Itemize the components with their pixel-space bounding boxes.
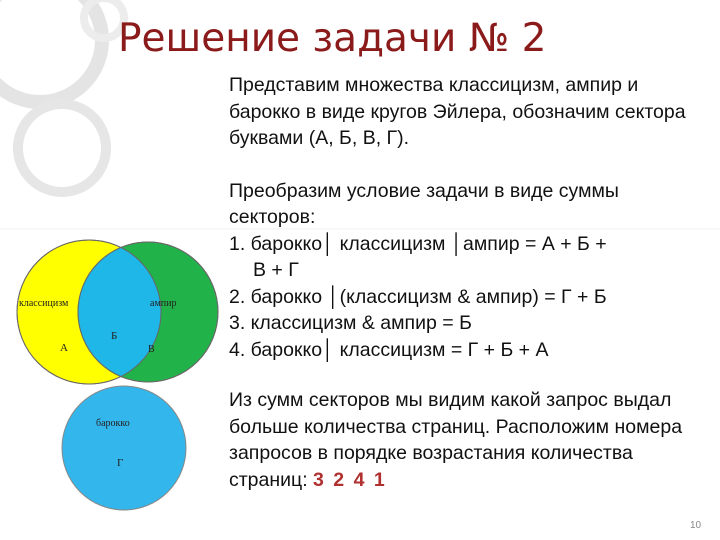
conditions-intro: Преобразим условие задачи в виде суммы секторов: [229,179,619,228]
condition-item-3: 3. классицизм & ампир = Б [229,312,472,334]
paragraph-conclusion [229,387,701,493]
page-title: Решение задачи № 2 [118,16,547,61]
circle-baroque [62,386,186,510]
sector-v-label: В [148,344,155,355]
conclusion-text: Из сумм секторов мы видим какой запрос выдал больше количества страниц. Расположим номера запросов в порядке возрастания количества страниц: [229,389,683,491]
sector-a-label: А [60,342,68,354]
condition-item-1: 1. барокко│ классицизм │ампир = А + Б + [229,232,607,255]
condition-item-2: 2. барокко │(классицизм & ампир) = Г + Б [229,285,607,308]
condition-item-1-cont: В + Г [253,259,299,281]
paragraph-conditions [229,178,701,364]
label-classicism: классицизм [19,298,69,309]
slide-body [229,72,701,493]
sector-b-label: Б [111,330,118,342]
sector-g-label: Г [117,457,124,469]
page-number: 10 [690,520,702,531]
label-empire: ампир [150,298,177,309]
condition-item-4: 4. барокко│ классицизм = Г + Б + А [229,338,549,361]
label-baroque: барокко [96,418,130,429]
answer-sequence: 3 2 4 1 [313,468,387,491]
paragraph-intro: Представим множества классицизм, ампир и барокко в виде кругов Эйлера, обозначим сектора буквами (А, Б, В, Г). [229,74,686,149]
